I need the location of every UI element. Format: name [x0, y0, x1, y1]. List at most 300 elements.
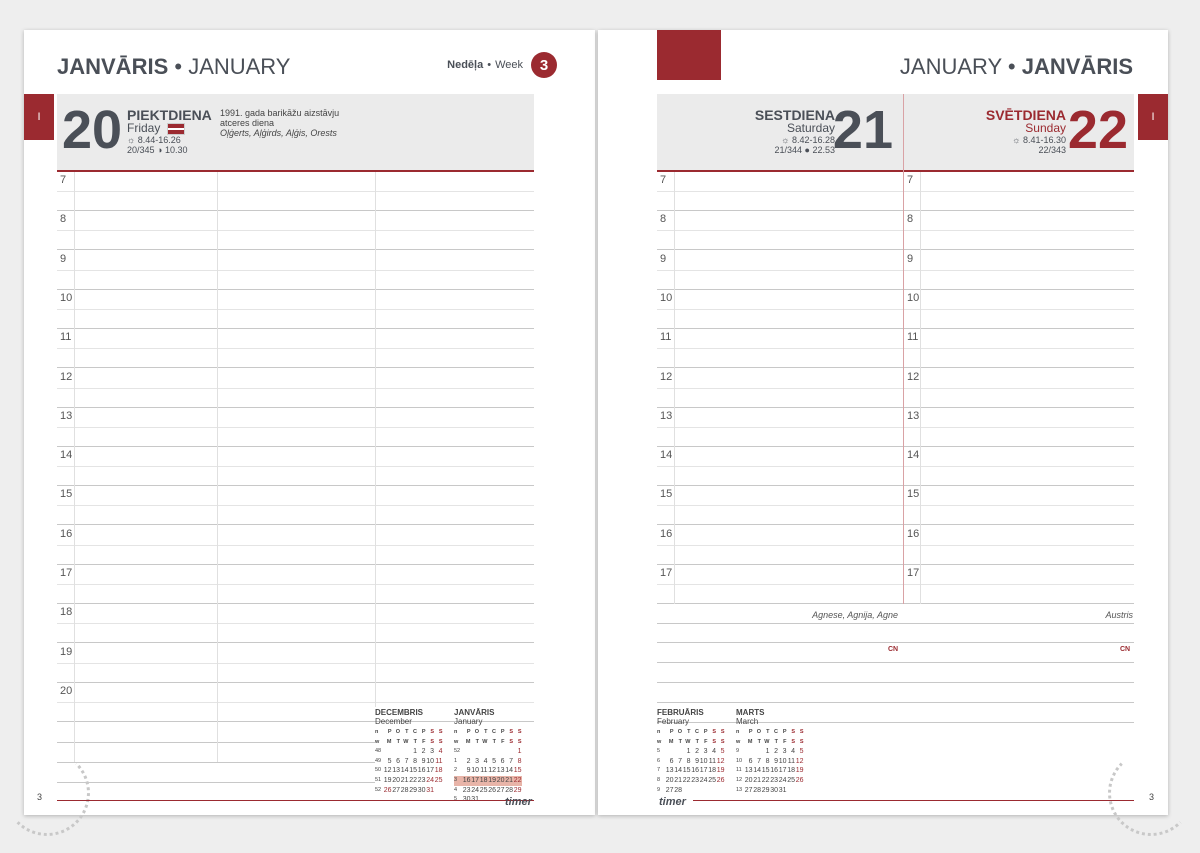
week-number: 9 [657, 786, 661, 793]
hour-label: 13 [660, 409, 673, 422]
hour-row[interactable] [657, 565, 1134, 604]
week-number: 5 [657, 748, 661, 755]
half-hour-line [57, 466, 534, 467]
week-number: 10 [736, 757, 743, 764]
hour-row[interactable] [57, 172, 534, 211]
calendar-title: DECEMBRIS [375, 708, 424, 717]
weekday-header: n [454, 729, 458, 735]
note-line[interactable] [57, 742, 375, 743]
calendar-day: 28 [674, 786, 682, 794]
weekday-header: M [668, 738, 674, 745]
calendar-day: 18 [708, 767, 716, 775]
calendar-day: 8 [517, 757, 522, 765]
month-lv: JANVĀRIS [57, 54, 169, 79]
calendar-day: 5 [799, 748, 804, 756]
hour-divider [674, 172, 675, 604]
calendar-day: 29 [761, 786, 770, 794]
calendar-day: 20 [744, 776, 753, 784]
calendar-day: 5 [387, 757, 392, 765]
weekday-header: F [704, 738, 708, 745]
calendar-day: 9 [774, 757, 778, 765]
calendar-day: 7 [509, 757, 513, 765]
calendar-day: 18 [787, 767, 795, 775]
calendar-day: 12 [716, 757, 725, 765]
day-info [986, 108, 1066, 155]
calendar-day: 4 [712, 748, 716, 756]
hour-divider [74, 172, 75, 762]
count-row [755, 145, 835, 155]
sun-icon: ☼ [781, 135, 790, 145]
weekday-header: T [687, 729, 691, 735]
red-corner-block [657, 30, 721, 80]
count-row [127, 145, 212, 155]
calendar-day: 6 [748, 757, 753, 765]
half-hour-line [57, 270, 534, 271]
week-number: 11 [736, 767, 742, 774]
hour-row[interactable] [57, 408, 534, 447]
name-days-22: Austris [1105, 610, 1133, 620]
footer-line [57, 800, 534, 801]
half-hour-line [57, 309, 534, 310]
day-info [127, 108, 212, 155]
half-hour-line [657, 427, 1134, 428]
calendar-day: 28 [505, 786, 513, 794]
hour-row[interactable] [657, 369, 1134, 408]
mini-calendar-january [454, 708, 522, 805]
calendar-day: 13 [744, 767, 753, 775]
weekday-header: S [509, 738, 513, 745]
calendar-day: 23 [691, 776, 699, 784]
calendar-day [708, 786, 717, 796]
weekday-header: n [375, 729, 379, 735]
hour-label: 8 [60, 213, 67, 226]
weekday-header: P [782, 729, 787, 735]
moon-time: 10.30 [165, 145, 188, 155]
weekday-header: C [413, 729, 417, 735]
weekday-header: S [799, 729, 804, 735]
week-number: 3 [454, 776, 462, 786]
calendar-day: 3 [475, 757, 479, 765]
week-number: 7 [657, 767, 661, 774]
weekday-header: T [678, 738, 682, 745]
half-hour-line [57, 623, 534, 624]
half-hour-line [657, 191, 1134, 192]
calendar-day: 19 [488, 776, 496, 784]
calendar-day: 14 [505, 767, 513, 775]
calendar-day [674, 747, 683, 757]
brand-logo: timer [659, 796, 686, 808]
calendar-day: 3 [430, 748, 434, 756]
calendar-day: 23 [417, 776, 426, 784]
calendar-day [383, 747, 392, 757]
calendar-day: 23 [462, 786, 471, 794]
hour-row[interactable] [657, 408, 1134, 447]
note-line[interactable] [657, 682, 1134, 683]
calendar-day: 31 [471, 796, 479, 804]
half-hour-line [57, 584, 534, 585]
hour-label: 7 [907, 174, 914, 186]
half-hour-line [57, 230, 534, 231]
hour-label: 14 [60, 449, 73, 462]
weekday-header: T [475, 738, 479, 745]
weekday-header: S [438, 738, 443, 745]
calendar-grid [375, 728, 443, 795]
calendar-day: 12 [383, 767, 392, 775]
weekday-header: T [757, 738, 761, 745]
hour-row[interactable] [657, 211, 1134, 250]
week-label-lv: Nedēļa [447, 59, 484, 71]
brand-logo: timer [505, 796, 532, 808]
weekday-header: W [403, 738, 409, 745]
weekday-header: T [492, 738, 496, 745]
calendar-day: 26 [795, 776, 804, 784]
calendar-day: 6 [500, 757, 505, 765]
hour-label: 8 [907, 213, 914, 226]
calendar-day: 30 [462, 796, 471, 804]
calendar-day: 10 [426, 757, 434, 765]
column-divider [217, 172, 218, 762]
day-name-lv: SVĒTDIENA [985, 107, 1066, 123]
calendar-day: 27 [744, 786, 753, 794]
day-divider [903, 94, 904, 604]
weekday-header: C [695, 729, 699, 735]
weekday-header: S [430, 729, 434, 735]
hour-label: 9 [60, 252, 67, 265]
event-line-1: 1991. gada barikāžu aizstāvju [220, 108, 340, 118]
hour-row[interactable] [657, 329, 1134, 368]
event-block [220, 108, 339, 138]
hour-row[interactable] [57, 369, 534, 408]
hour-label: 11 [60, 331, 72, 344]
calendar-day: 15 [761, 767, 770, 775]
cn-marker-21: CN [888, 646, 899, 653]
calendar-day: 3 [782, 748, 787, 756]
hour-row[interactable] [657, 526, 1134, 565]
calendar-day: 16 [770, 767, 778, 775]
day-count: 22/343 [1038, 145, 1066, 155]
half-hour-line [657, 505, 1134, 506]
calendar-day: 8 [686, 757, 691, 765]
calendar-day: 15 [409, 767, 417, 775]
hour-label: 10 [907, 291, 920, 304]
weekday-header: S [720, 729, 725, 735]
hour-row[interactable] [57, 526, 534, 565]
weekday-header: P [466, 729, 471, 735]
week-number: 50 [375, 767, 382, 774]
sun-row [127, 135, 212, 145]
weekday-header: S [712, 738, 716, 745]
name-days-21: Agnese, Agnija, Agne [812, 610, 898, 620]
hour-row[interactable] [57, 486, 534, 525]
hour-row[interactable] [57, 251, 534, 290]
calendar-day: 17 [471, 776, 479, 784]
calendar-day: 1 [517, 748, 522, 756]
calendar-grid [657, 728, 725, 795]
calendar-day: 14 [400, 767, 409, 775]
calendar-day: 19 [716, 767, 725, 775]
calendar-grid [454, 728, 522, 805]
weekday-header: W [685, 738, 691, 745]
hour-label: 13 [60, 409, 73, 422]
calendar-day [716, 786, 725, 796]
hour-label: 14 [660, 449, 673, 462]
hour-row[interactable] [57, 644, 534, 683]
calendar-day: 1 [765, 748, 770, 756]
week-number: 9 [736, 748, 740, 755]
calendar-day: 17 [699, 767, 708, 775]
calendar-day: 17 [426, 767, 434, 775]
calendar-day: 24 [426, 776, 434, 784]
calendar-title: MARTS [736, 708, 765, 717]
weekday-header: S [791, 729, 795, 735]
calendar-day: 15 [513, 767, 522, 775]
hour-row[interactable] [57, 211, 534, 250]
day-count: 20/345 [127, 145, 155, 155]
calendar-day: 12 [488, 767, 496, 775]
weekday-header: n [736, 729, 740, 735]
weekday-header: O [677, 729, 682, 735]
week-number: 5 [454, 796, 458, 803]
calendar-day: 11 [708, 757, 716, 765]
week-number: 52 [454, 748, 461, 755]
weekday-header: S [430, 738, 434, 745]
hour-label: 13 [907, 409, 920, 422]
weekday-header: w [736, 738, 741, 745]
hour-row[interactable] [57, 290, 534, 329]
calendar-day: 10 [778, 757, 787, 765]
note-line[interactable] [657, 623, 1134, 624]
hour-row[interactable] [657, 290, 1134, 329]
calendar-day: 24 [778, 776, 787, 784]
hour-row[interactable] [57, 604, 534, 643]
hour-label: 15 [60, 488, 73, 501]
week-number: 12 [736, 776, 743, 783]
month-tab-left[interactable]: I [24, 94, 54, 140]
note-line[interactable] [657, 722, 1134, 723]
calendar-day: 28 [753, 786, 761, 794]
page-number: 3 [1148, 792, 1154, 802]
calendar-day [699, 786, 708, 796]
calendar-day: 29 [409, 786, 417, 794]
note-line[interactable] [657, 662, 1134, 663]
calendar-day: 10 [471, 767, 479, 775]
weekday-header: S [438, 729, 443, 735]
calendar-day [744, 747, 753, 757]
weekday-header: S [517, 738, 522, 745]
calendar-day: 5 [492, 757, 496, 765]
calendar-day [665, 747, 674, 757]
day-name-en-row [127, 122, 212, 135]
calendar-title: FEBRUĀRIS [657, 708, 704, 717]
calendar-day: 14 [674, 767, 682, 775]
weekday-header: F [501, 738, 505, 745]
weekday-header: S [712, 729, 716, 735]
calendar-day: 25 [708, 776, 716, 784]
calendar-day: 30 [770, 786, 778, 794]
hour-label: 10 [660, 291, 673, 304]
calendar-day: 19 [383, 776, 392, 784]
calendar-day: 18 [434, 767, 443, 775]
calendar-day: 5 [720, 748, 725, 756]
calendar-day: 19 [795, 767, 804, 775]
mini-calendar-march [736, 708, 804, 795]
week-number: 6 [657, 757, 661, 764]
weekday-header: T [484, 729, 488, 735]
week-number: 2 [454, 767, 458, 774]
weekday-header: W [482, 738, 488, 745]
weekday-header: S [791, 738, 795, 745]
calendar-day: 10 [699, 757, 708, 765]
calendar-day: 2 [695, 748, 699, 756]
right-page [598, 30, 1168, 815]
week-number: 1 [454, 757, 458, 764]
sun-row [986, 135, 1066, 145]
footer-line [693, 800, 1134, 801]
calendar-day: 22 [761, 776, 770, 784]
calendar-day [488, 747, 497, 757]
calendar-day: 20 [392, 776, 400, 784]
calendar-day: 16 [691, 767, 699, 775]
calendar-day [471, 747, 480, 757]
calendar-day: 2 [466, 757, 471, 765]
hour-label: 10 [60, 291, 73, 304]
moon-time: 22.53 [812, 145, 835, 155]
calendar-day: 15 [682, 767, 691, 775]
weekday-header: n [657, 729, 661, 735]
half-hour-line [57, 427, 534, 428]
hour-label: 16 [660, 527, 673, 540]
column-divider [375, 172, 376, 707]
month-tab-right[interactable]: I [1138, 94, 1168, 140]
weekday-header: F [783, 738, 787, 745]
month-en: JANUARY [188, 54, 291, 79]
hour-label: 17 [60, 567, 73, 579]
sun-icon: ☼ [1012, 135, 1021, 145]
week-number: 48 [375, 748, 382, 755]
hour-label: 19 [60, 645, 73, 658]
left-page [24, 30, 595, 815]
calendar-day: 31 [426, 786, 434, 794]
weekday-header: F [422, 738, 426, 745]
calendar-day: 24 [471, 786, 479, 794]
calendar-day: 23 [770, 776, 778, 784]
calendar-day [434, 786, 443, 796]
week-indicator: Nedēļa • Week 3 [447, 52, 557, 78]
hour-row[interactable] [57, 329, 534, 368]
note-line[interactable] [57, 782, 375, 783]
calendar-day: 20 [665, 776, 674, 784]
calendar-day: 11 [787, 757, 795, 765]
hour-label: 16 [60, 527, 73, 540]
day-name-lv: SESTDIENA [754, 107, 835, 123]
calendar-day: 18 [479, 776, 488, 784]
hour-label: 18 [60, 606, 73, 619]
calendar-day: 29 [513, 786, 522, 794]
week-number: 4 [454, 786, 458, 793]
note-line[interactable] [657, 702, 1134, 703]
calendar-day: 12 [795, 757, 804, 765]
weekday-header: T [413, 738, 417, 745]
hour-label: 7 [60, 174, 67, 186]
calendar-day: 9 [695, 757, 699, 765]
calendar-day: 22 [409, 776, 417, 784]
hour-row[interactable] [57, 447, 534, 486]
weekday-header: P [500, 729, 505, 735]
half-hour-line [657, 309, 1134, 310]
week-number-badge: 3 [531, 52, 557, 78]
calendar-day: 9 [421, 757, 426, 765]
calendar-day: 17 [778, 767, 787, 775]
calendar-day: 6 [669, 757, 674, 765]
hour-row[interactable] [657, 447, 1134, 486]
name-days: Oļģerts, Aļģirds, Aļģis, Orests [220, 128, 337, 138]
calendar-day [682, 786, 691, 796]
calendar-subtitle: March [736, 717, 759, 726]
half-hour-line [57, 545, 534, 546]
calendar-day: 7 [678, 757, 682, 765]
half-hour-line [57, 348, 534, 349]
calendar-day: 1 [686, 748, 691, 756]
calendar-title: JANVĀRIS [454, 708, 495, 717]
half-hour-line [657, 270, 1134, 271]
left-month-header: JANVĀRIS • JANUARY [57, 54, 291, 79]
calendar-day: 20 [496, 776, 505, 784]
hour-row[interactable] [657, 172, 1134, 211]
note-line[interactable] [657, 642, 1134, 643]
hour-row[interactable] [57, 565, 534, 604]
calendar-day: 22 [513, 776, 522, 784]
calendar-day: 26 [488, 786, 496, 794]
weekday-header: w [657, 738, 662, 745]
calendar-day [392, 747, 401, 757]
hour-row[interactable] [657, 486, 1134, 525]
calendar-day: 21 [505, 776, 513, 784]
calendar-day: 11 [480, 767, 488, 775]
weekday-header: T [405, 729, 409, 735]
month-lv: JANVĀRIS [1021, 54, 1133, 79]
day-number: 22 [1067, 100, 1128, 160]
calendar-day: 4 [438, 748, 443, 756]
weekday-header: T [774, 738, 778, 745]
hour-row[interactable] [657, 251, 1134, 290]
weekday-header: W [764, 738, 770, 745]
mini-calendar-february [657, 708, 725, 795]
calendar-day: 8 [413, 757, 417, 765]
weekday-header: O [756, 729, 761, 735]
calendar-day [787, 786, 796, 796]
latvian-flag-icon [167, 123, 185, 135]
week-number: 51 [375, 776, 382, 783]
moon-phase-icon: ● [804, 145, 810, 155]
calendar-grid [736, 728, 804, 795]
hour-label: 11 [907, 331, 919, 344]
week-number: 52 [375, 786, 382, 793]
sun-times: 8.41-16.30 [1022, 135, 1066, 145]
day-count: 21/344 [774, 145, 802, 155]
hour-label: 16 [907, 527, 920, 540]
calendar-day: 13 [392, 767, 400, 775]
page-number: 3 [37, 792, 43, 802]
calendar-day: 25 [479, 786, 488, 794]
calendar-day: 4 [483, 757, 488, 765]
calendar-day [496, 747, 505, 757]
weekday-header: M [386, 738, 392, 745]
note-line[interactable] [57, 762, 375, 763]
week-number: 49 [375, 757, 382, 764]
day-name-en: Sunday [1025, 121, 1066, 135]
hour-label: 12 [60, 370, 73, 383]
hour-label: 15 [907, 488, 920, 501]
